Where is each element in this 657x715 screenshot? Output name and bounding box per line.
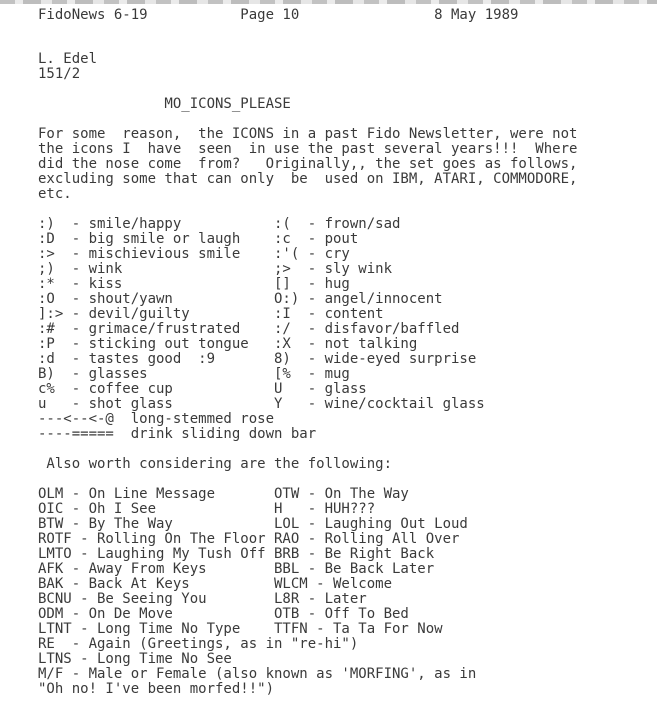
icon-row: :) - smile/happy :( - frown/sad: [38, 216, 401, 232]
icon-row: :# - grimace/frustrated :/ - disfavor/baffled: [38, 321, 460, 337]
intro-line: did the nose come from? Originally,, the set goes as follows,: [38, 156, 578, 172]
intro-line: etc.: [38, 186, 72, 202]
title-section: [38, 97, 647, 112]
acronym-row: OLM - On Line Message OTW - On The Way: [38, 486, 409, 502]
continuation-line: "Oh no! I've been morfed!!"): [38, 681, 275, 697]
intro-paragraph: [38, 127, 647, 202]
node-line: 151/2: [38, 66, 81, 82]
acronym-row: ROTF - Rolling On The Floor RAO - Rolling All Over: [38, 531, 460, 547]
acronym-row: ODM - On De Move OTB - Off To Bed: [38, 606, 409, 622]
acronym-row: OIC - Oh I See H - HUH???: [38, 501, 376, 517]
article-title: MO_ICONS_PLEASE: [164, 96, 291, 112]
icon-row: ]:> - devil/guilty :I - content: [38, 306, 384, 322]
icon-row: B) - glasses [% - mug: [38, 366, 350, 382]
icon-art-row: ---<--<-@ long-stemmed rose: [38, 411, 275, 427]
icon-row: :* - kiss [] - hug: [38, 276, 350, 292]
icon-row: :D - big smile or laugh :c - pout: [38, 231, 359, 247]
acronym-tail-row: M/F - Male or Female (also known as 'MORFING', as in: [38, 666, 477, 682]
page-header: [38, 8, 647, 23]
acronym-table: [38, 487, 647, 637]
icon-row: c% - coffee cup U - glass: [38, 381, 367, 397]
icon-row: :O - shout/yawn O:) - angel/innocent: [38, 291, 443, 307]
acronym-tail-row: LTNS - Long Time No See: [38, 651, 232, 667]
icon-row: :> - mischievious smile :'( - cry: [38, 246, 350, 262]
acronym-row: LMTO - Laughing My Tush Off BRB - Be Right Back: [38, 546, 435, 562]
icon-row: :d - tastes good :9 8) - wide-eyed surprise: [38, 351, 477, 367]
emoticon-table: [38, 217, 647, 442]
acronym-row: LTNT - Long Time No Type TTFN - Ta Ta For Now: [38, 621, 443, 637]
acronym-tail-row: RE - Again (Greetings, as in "re-hi"): [38, 636, 359, 652]
newsletter-issue: FidoNews 6-19: [38, 7, 148, 23]
page-number: Page 10: [240, 7, 300, 23]
author-line: L. Edel: [38, 51, 98, 67]
acronym-tail: [38, 637, 647, 682]
acronym-row: AFK - Away From Keys BBL - Be Back Later: [38, 561, 435, 577]
icon-row: u - shot glass Y - wine/cocktail glass: [38, 396, 485, 412]
icon-row: :P - sticking out tongue :X - not talking: [38, 336, 418, 352]
also-section: [38, 457, 647, 472]
newsletter-page: [0, 4, 657, 715]
acronym-section: [38, 487, 647, 697]
issue-date: 8 May 1989: [434, 7, 519, 23]
icon-art-row: ----===== drink sliding down bar: [38, 426, 317, 442]
intro-line: For some reason, the ICONS in a past Fido Newsletter, were not: [38, 126, 578, 142]
intro-line: the icons I have seen in use the past several years!!! Where: [38, 141, 578, 157]
acronym-row: BTW - By The Way LOL - Laughing Out Loud: [38, 516, 468, 532]
acronym-row: BCNU - Be Seeing You L8R - Later: [38, 591, 367, 607]
intro-line: excluding some that can only be used on IBM, ATARI, COMMODORE,: [38, 171, 578, 187]
acronym-row: BAK - Back At Keys WLCM - Welcome: [38, 576, 393, 592]
byline: [38, 52, 647, 82]
also-line: Also worth considering are the following:: [38, 456, 393, 472]
icon-row: ;) - wink ;> - sly wink: [38, 261, 393, 277]
